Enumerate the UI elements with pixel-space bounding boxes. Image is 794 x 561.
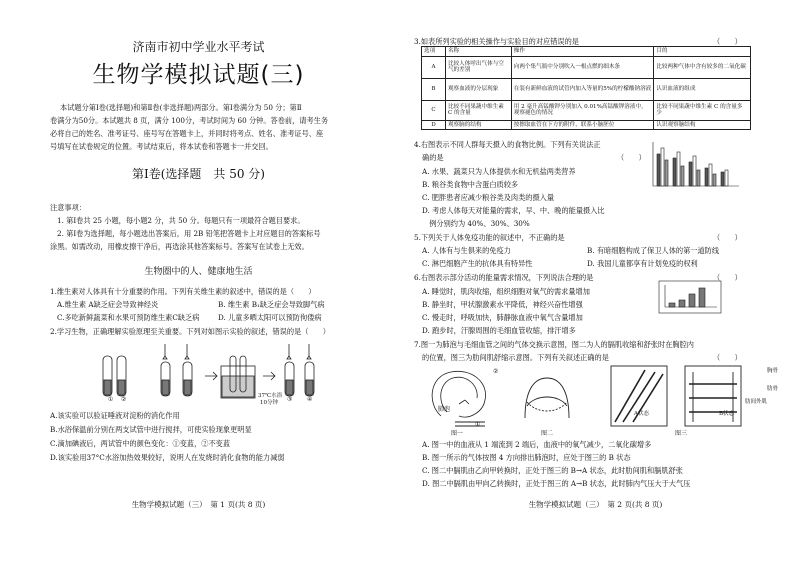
table-cell: A bbox=[422, 56, 446, 78]
note-line: 1. 第Ⅰ卷共 25 小题，每小题2 分，共 50 分。每题只有一项最符合题目要求。 bbox=[57, 216, 305, 225]
table-cell: D bbox=[422, 120, 446, 130]
notes-title: 注意事项： bbox=[50, 203, 86, 212]
intro-line: 卷满分为50分。本试题共 8 页，满分 100分，考试时间为 60 分钟。答卷前，请考生务 bbox=[50, 116, 329, 125]
fig-label: 肋间外肌 bbox=[745, 399, 768, 405]
q2-option-b: B.水浴保温前分别在两支试管中进行搅拌，可使实验现象更明显 bbox=[50, 425, 252, 434]
question-2: 2.学习生物，正确理解实验原理至关重要。下列对如图示实验的叙述，错误的是（ ） bbox=[50, 327, 330, 336]
q1-option-b: B. 维生素 B₁缺乏症会导致脚气病 bbox=[218, 300, 325, 309]
fig-label: ③ bbox=[287, 396, 293, 403]
question-6: 6.右图表示部分活动的能量需求情况，下列说法合理的是 bbox=[414, 273, 594, 282]
intro-line: 必将自己的姓名、准考证号、座号写在答题卡上，并同时将考点、姓名、准考证号、座 bbox=[50, 129, 324, 138]
table-cell: 观察脑的结构 bbox=[445, 120, 511, 130]
fig-label: B状态 bbox=[719, 411, 735, 417]
q7-option-c: C. 图二中膈肌由乙向甲转换时，正处于图三的 B→A 状态，此时肋间肌和膈肌舒张 bbox=[422, 466, 683, 475]
fig-label: ② bbox=[121, 396, 127, 403]
table-cell: 在装有新鲜血液的试管内加入等量的5%的柠檬酸钠溶液 bbox=[511, 78, 654, 100]
table-header-row bbox=[422, 47, 751, 57]
q2-option-c: C.滴加碘液后，两试管中的颜色变化：①变蓝，②不变蓝 bbox=[50, 439, 231, 448]
question-1: 1.维生素对人体具有十分重要的作用。下列有关维生素的叙述中，错误的是（ ） bbox=[50, 287, 316, 296]
q6-option-c: C. 慢走时，呼吸加快，肺静脉血液中氧气含量增加 bbox=[422, 313, 583, 322]
q7-option-a: A. 图一中的血液从 1 端流到 2 端后，血液中的氧气减少，二氧化碳增多 bbox=[422, 440, 652, 449]
table-header: 选项 bbox=[422, 47, 446, 57]
q2-option-a: A.该实验可以验证唾液对淀粉的消化作用 bbox=[50, 411, 180, 420]
q4-food-chart bbox=[651, 140, 741, 190]
q3-answer-paren: （ ） bbox=[713, 37, 742, 46]
q5-option-d: D. 我国儿童都享有计划免疫的权利 bbox=[587, 259, 698, 268]
table-cell: 认识血液的组成 bbox=[654, 78, 751, 100]
question-4: 4.右图表示不同人群每天摄入的食物比例。下列有关说法正 bbox=[414, 140, 601, 149]
fig-label: ① bbox=[475, 421, 481, 428]
question-4-cont: 确的是 bbox=[422, 153, 444, 162]
q4-option-b: B. 粮谷类食物中含蛋白质较多 bbox=[422, 180, 519, 189]
table-cell: C bbox=[422, 100, 446, 120]
q4-option-a: A. 水果、蔬菜只为人体提供水和无机盐两类营养 bbox=[422, 167, 576, 176]
table-cell: B bbox=[422, 78, 446, 100]
fig-label: A状态 bbox=[634, 411, 649, 417]
q4-answer-paren: （ ） bbox=[617, 153, 646, 162]
q7-option-b: B. 图一所示的气体按图 4 方向排出肺泡时，应处于图三的 B 状态 bbox=[422, 453, 631, 462]
q7-answer-paren: （ ） bbox=[713, 353, 742, 362]
q2-option-d: D.该实验用37°C水浴加热效果较好，说明人在发烧时消化食物的能力减弱 bbox=[50, 453, 285, 462]
q1-option-c: C.多吃新鲜蔬菜和水果可预防维生素C缺乏病 bbox=[57, 313, 200, 322]
table-header: 操作 bbox=[511, 47, 654, 57]
table-row bbox=[422, 100, 751, 120]
table-cell: 按擦取血管在下方的附件，联系小脑胚位 bbox=[511, 120, 654, 130]
page-title: 生物学模拟试题(三) bbox=[92, 62, 305, 88]
table-cell: 认识观察脑结构 bbox=[654, 120, 751, 130]
fig-caption: 图三 bbox=[675, 430, 688, 437]
q1-option-a: A.维生素 A缺乏症会导致神经炎 bbox=[57, 300, 159, 309]
fig-label: 肺泡 bbox=[438, 406, 451, 413]
table-cell: 用 2 毫升高锰酸钾分别加入 0.01%高锰酸钾溶液中，观察褪色的情况 bbox=[511, 100, 654, 120]
fig-caption: 图二 bbox=[541, 430, 554, 437]
table-row bbox=[422, 56, 751, 78]
q3-table bbox=[421, 46, 751, 130]
q7-option-d: D. 图二中膈肌由甲向乙转换时，正处于图三的 A→B 状态，此时肺内气压大于大气压 bbox=[422, 479, 691, 488]
question-3: 3.如表所列实验的相关操作与实验目的对应错误的是 bbox=[414, 37, 579, 46]
question-5: 5.下列关于人体免疫功能的叙述中，不正确的是 bbox=[414, 233, 565, 242]
section-title: 第Ⅰ卷(选择题 共 50 分) bbox=[131, 167, 265, 181]
q5-answer-paren: （ ） bbox=[713, 233, 742, 242]
q4-option-d: D. 考虑人体每天对能量的需求，早、中、晚的能量摄入比 bbox=[422, 206, 605, 215]
q6-option-a: A. 睡觉时，肌肉收缩，组织细胞对氧气的需求量增加 bbox=[422, 287, 590, 296]
question-7-cont: 的位置，图三为肋间肌舒缩示意图。下列有关叙述正确的是 bbox=[422, 353, 609, 362]
page-footer: 生物学模拟试题（三） 第 1 页(共 8 页) bbox=[131, 500, 266, 509]
table-cell: 比较不同果蔬中维生素 C 的含量 bbox=[445, 100, 511, 120]
table-cell: 比较不同果蔬中维生素 C 的含量多少 bbox=[654, 100, 751, 120]
q5-option-c: C. 淋巴细胞产生的抗体具有特异性 bbox=[422, 259, 533, 268]
intro-line: 号填写在试卷规定的位置。考试结束后，将本试卷和答题卡一并交回。 bbox=[50, 142, 273, 151]
table-row bbox=[422, 120, 751, 130]
q4-option-c: C. 肥胖患者应减少粮谷类及肉类的摄入量 bbox=[422, 193, 555, 202]
q4-option-d-cont: 例分别约为 40%、30%、30% bbox=[422, 219, 530, 228]
q7-figure-2-diaphragm bbox=[519, 372, 575, 422]
table-cell: 比较人体呼出气体与空气的差别 bbox=[445, 56, 511, 78]
q6-option-b: B. 静坐时，甲状腺激素水平降低，神经兴奋性增强 bbox=[422, 300, 583, 309]
fig-label: ④ bbox=[307, 396, 313, 403]
intro-line: 本试题分第Ⅰ卷(选择题)和第Ⅱ卷(非选择题)两部分。第Ⅰ卷满分为 50 分；第Ⅱ bbox=[60, 103, 302, 112]
table-header: 目的 bbox=[654, 47, 751, 57]
fig-caption: 图一 bbox=[451, 430, 464, 437]
question-7: 7.图一为肺泡与毛细血管之间的气体交换示意图，图二为人的膈肌收缩和舒张时在胸腔内 bbox=[414, 340, 694, 349]
q5-option-a: A. 人体有与生俱来的免疫力 bbox=[422, 246, 511, 255]
q6-option-d: D. 跑步时，汗腺周围的毛细血管收缩，排汗增多 bbox=[422, 326, 576, 335]
fig-label: 37℃水浴 bbox=[258, 393, 283, 399]
table-cell: 观察血液的分层现象 bbox=[445, 78, 511, 100]
q6-energy-chart bbox=[659, 281, 721, 313]
fig-label: ① bbox=[108, 396, 114, 403]
note-line: 涂黑。如需改动，用橡皮擦干净后，再选涂其他答案标号。答案写在试卷上无效。 bbox=[50, 242, 309, 251]
page-2 bbox=[397, 0, 794, 561]
fig-label: 胸骨 bbox=[767, 368, 779, 374]
fig-label: ② bbox=[493, 368, 499, 375]
fig-label: 肋骨 bbox=[767, 386, 779, 392]
table-header: 名称 bbox=[445, 47, 511, 57]
table-cell: 向两个集气瓶中分别吹入一根点燃的细木条 bbox=[511, 56, 654, 78]
page-footer: 生物学模拟试题（三） 第 2 页(共 8 页) bbox=[528, 500, 663, 509]
table-row bbox=[422, 78, 751, 100]
subsection-title: 生物圈中的人、健康地生活 bbox=[144, 267, 253, 277]
note-line: 2. 第Ⅰ卷为选择题，每小题选出答案后，用 2B 铅笔把答题卡上对应题目的答案标号 bbox=[57, 229, 321, 238]
exam-name: 济南市初中学业水平考试 bbox=[132, 40, 265, 54]
table-cell: 比较两种气体中含有较多的二氧化碳 bbox=[654, 56, 751, 78]
q5-option-b: B. 有暗细胞构成了保卫人体的第一道防线 bbox=[587, 246, 720, 255]
q1-option-d: D. 儿童多晒太阳可以预防佝偻病 bbox=[218, 313, 322, 322]
q6-answer-paren: （ ） bbox=[713, 273, 742, 282]
fig-label: 10分钟 bbox=[260, 400, 278, 406]
